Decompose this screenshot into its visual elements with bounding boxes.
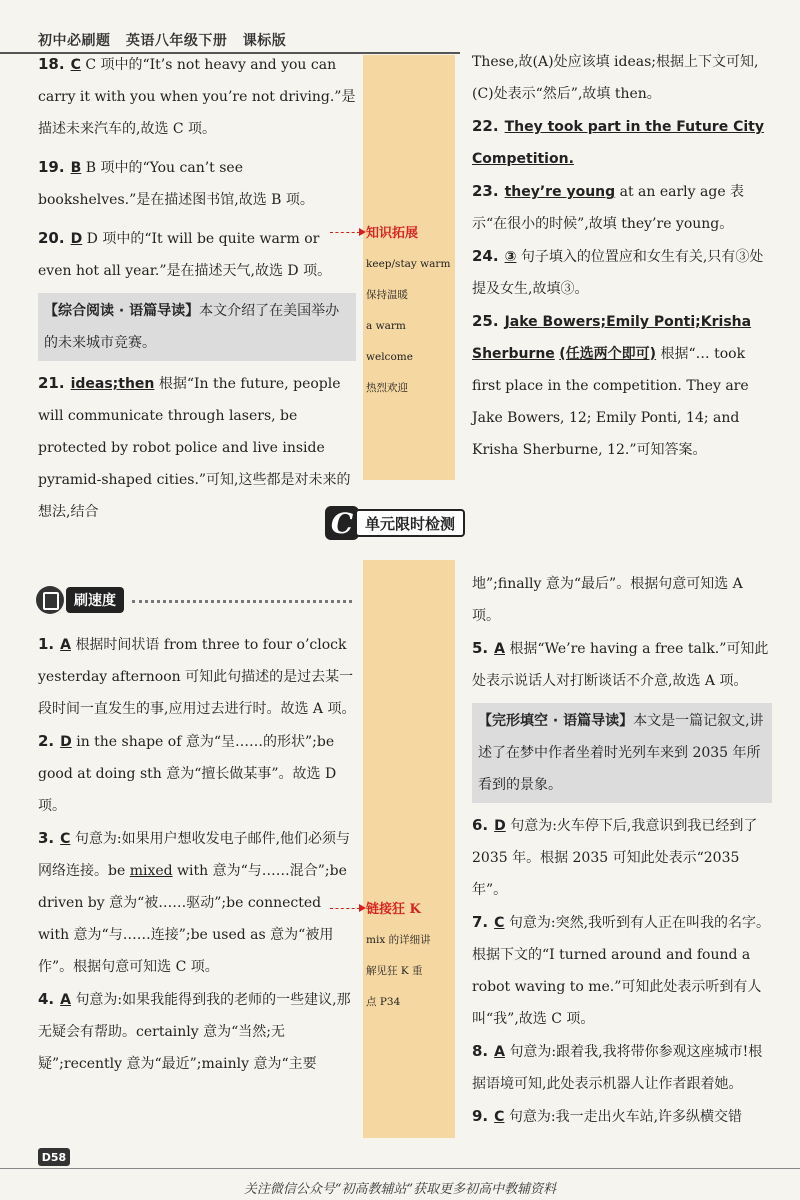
continued-text: These,故(A)处应该填 ideas;根据上下文可知,(C)处表示“然后”,故填 then。 bbox=[472, 54, 759, 102]
link-arrow bbox=[330, 908, 360, 909]
question-number: 6. bbox=[472, 816, 489, 834]
explanation: 句意为:突然,我听到有人正在叫我的名字。根据下文的“I turned around and found a robot waving to me.”可知此处表示听到有人叫“我”,故选 C 项。 bbox=[472, 915, 771, 1027]
answer-key: ③ bbox=[504, 249, 517, 265]
knowledge-extension-note bbox=[366, 218, 454, 404]
explanation: B 项中的“You can’t see bookshelves.”是在描述图书馆,故选 B 项。 bbox=[38, 160, 314, 208]
top-left-column bbox=[38, 48, 356, 528]
question-number: 24. bbox=[472, 247, 499, 265]
answer-key: A bbox=[60, 637, 71, 653]
side-note-line: 点 P34 bbox=[366, 996, 401, 1008]
question-number: 9. bbox=[472, 1107, 489, 1125]
continued-text: 地”;finally 意为“最后”。根据句意可知选 A 项。 bbox=[472, 576, 743, 624]
explanation: 根据“In the future, people will communicate through lasers, be protected by robot police and live inside pyramid-shaped cities.”可知,这些都是对未来的想法,结合 bbox=[38, 376, 351, 520]
question-number: 4. bbox=[38, 990, 55, 1008]
guide-text: 本文是一篇记叙文,讲述了在梦中作者坐着时光列车来到 2035 年所看到的景象。 bbox=[478, 713, 764, 793]
question-number: 19. bbox=[38, 158, 65, 176]
answer-key: D bbox=[60, 734, 72, 750]
question-number: 8. bbox=[472, 1042, 489, 1060]
question-number: 2. bbox=[38, 732, 55, 750]
side-note-title: 知识拓展 bbox=[366, 226, 419, 241]
question-number: 3. bbox=[38, 829, 55, 847]
explanation: at an early age 表示“在很小的时候”,故填 they’re young。 bbox=[472, 184, 745, 232]
explanation: C 项中的“It’s not heavy and you can carry it with you when you’re not driving.”是描述未来汽车的,故选 C 项。 bbox=[38, 57, 356, 137]
answer-4 bbox=[38, 983, 356, 1080]
explanation: 句意为:跟着我,我将带你参观这座城市!根据语境可知,此处表示机器人让作者跟着她。 bbox=[472, 1044, 763, 1092]
answer-key: ideas;then bbox=[70, 376, 155, 392]
side-note-line: mix 的详细讲 bbox=[366, 934, 431, 946]
question-number: 21. bbox=[38, 374, 65, 392]
question-number: 7. bbox=[472, 913, 489, 931]
top-right-column bbox=[472, 46, 772, 466]
answer-key: D bbox=[70, 231, 83, 247]
side-note-line: 解见狂 K 重 bbox=[366, 965, 423, 977]
answer-5 bbox=[472, 632, 772, 697]
answer-2 bbox=[38, 725, 356, 822]
unit-test-banner bbox=[325, 508, 475, 538]
answer-key: They took part in the Future City Competition. bbox=[472, 119, 764, 167]
page-number: D58 bbox=[38, 1148, 70, 1166]
side-note-line: a warm welcome bbox=[366, 320, 413, 363]
answer-24 bbox=[472, 240, 772, 305]
answer-23 bbox=[472, 175, 772, 240]
dotted-divider bbox=[132, 600, 352, 603]
answer-key: C bbox=[494, 915, 505, 931]
margin-strip-bottom bbox=[363, 560, 455, 1138]
edition-name: 课标版 bbox=[242, 33, 287, 49]
explanation: 句意为:火车停下后,我意识到我已经到了 2035 年。根据 2035 可知此处表示“2035 年”。 bbox=[472, 818, 758, 898]
question-number: 5. bbox=[472, 639, 489, 657]
explanation: 根据“… took first place in the competition. They are Jake Bowers, 12; Emily Ponti, 14; and Krisha Sherburne, 12.”可知答案。 bbox=[472, 346, 749, 458]
answer-key: C bbox=[494, 1109, 505, 1125]
answer-3 bbox=[38, 822, 356, 983]
answer-19 bbox=[38, 151, 356, 216]
answer-9 bbox=[472, 1100, 772, 1133]
reading-guide bbox=[38, 293, 356, 361]
answer-key: A bbox=[60, 992, 71, 1008]
answer-1 bbox=[38, 628, 356, 725]
explanation: 根据“We’re having a free talk.”可知此处表示说话人对打断谈话不介意,故选 A 项。 bbox=[472, 641, 769, 689]
explanation: 句意为:如果用户想收发电子邮件,他们必须与网络连接。be bbox=[38, 831, 351, 879]
side-note-line: keep/stay warm bbox=[366, 258, 451, 270]
answer-6 bbox=[472, 809, 772, 906]
question-number: 25. bbox=[472, 312, 499, 330]
question-number: 1. bbox=[38, 635, 55, 653]
answer-22 bbox=[472, 110, 772, 175]
explanation: 句意为:我一走出火车站,许多纵横交错 bbox=[508, 1109, 743, 1125]
side-note-line: 保持温暖 bbox=[366, 289, 408, 301]
explanation: 句子填入的位置应和女生有关,只有③处提及女生,故填③。 bbox=[472, 249, 764, 297]
link-arrow bbox=[330, 232, 360, 233]
footer-rule bbox=[0, 1168, 800, 1169]
subject-name: 英语八年级下册 bbox=[125, 33, 228, 49]
answer-7 bbox=[472, 906, 772, 1035]
guide-text: 本文介绍了在美国举办的未来城市竞赛。 bbox=[44, 303, 340, 351]
page-header bbox=[38, 30, 296, 50]
bottom-right-column bbox=[472, 568, 772, 1133]
answer-18 bbox=[38, 48, 356, 145]
answer-note: (任选两个即可) bbox=[559, 346, 657, 362]
bottom-left-column bbox=[38, 628, 356, 1080]
guide-tag: 【综合阅读 · 语篇导读】 bbox=[44, 303, 200, 319]
answer-key: C bbox=[70, 57, 81, 73]
answer-21 bbox=[38, 367, 356, 528]
link-note bbox=[366, 894, 454, 1018]
answer-20 bbox=[38, 222, 356, 287]
footer-text: 关注微信公众号“初高教辅站”获取更多初高中教辅资料 bbox=[243, 1182, 557, 1197]
unit-title: 单元限时检测 bbox=[355, 509, 465, 537]
explanation: in the shape of 意为“呈……的形状”;be good at doing sth 意为“擅长做某事”。故选 D 项。 bbox=[38, 734, 337, 814]
book-icon bbox=[36, 586, 64, 614]
explanation: D 项中的“It will be quite warm or even hot all year.”是在描述天气,故选 D 项。 bbox=[38, 231, 332, 279]
answer-8 bbox=[472, 1035, 772, 1100]
side-note-title: 链接狂 K bbox=[366, 902, 421, 917]
speed-badge bbox=[36, 586, 124, 614]
side-note-line: 热烈欢迎 bbox=[366, 382, 408, 394]
answer-key: A bbox=[494, 1044, 505, 1060]
answer-key: they’re young bbox=[504, 184, 616, 200]
answer-key: Jake Bowers;Emily Ponti;Krisha Sherburne bbox=[472, 314, 752, 362]
explanation: with 意为“与……混合”;be driven by 意为“被……驱动”;be connected with 意为“与……连接”;be used as 意为“被用作”。根据句意可知选 C 项。 bbox=[38, 863, 347, 975]
question-number: 18. bbox=[38, 55, 65, 73]
answer-key: A bbox=[494, 641, 505, 657]
answer-key: D bbox=[494, 818, 506, 834]
question-number: 20. bbox=[38, 229, 65, 247]
unit-logo: C bbox=[325, 506, 359, 540]
explanation: 根据时间状语 from three to four o’clock yesterday afternoon 可知此句描述的是过去某一段时间一直发生的事,应用过去进行时。故选 A 项。 bbox=[38, 637, 356, 717]
series-name: 初中必刷题 bbox=[38, 33, 111, 49]
question-number: 23. bbox=[472, 182, 499, 200]
speed-label: 刷速度 bbox=[66, 587, 124, 613]
highlighted-word: mixed bbox=[129, 863, 173, 879]
answer-key: B bbox=[70, 160, 82, 176]
explanation: 句意为:如果我能得到我的老师的一些建议,那无疑会有帮助。certainly 意为“当然;无疑”;recently 意为“最近”;mainly 意为“主要 bbox=[38, 992, 351, 1072]
guide-tag: 【完形填空 · 语篇导读】 bbox=[478, 713, 634, 729]
question-number: 22. bbox=[472, 117, 499, 135]
answer-25 bbox=[472, 305, 772, 466]
answer-key: C bbox=[60, 831, 71, 847]
cloze-guide bbox=[472, 703, 772, 803]
